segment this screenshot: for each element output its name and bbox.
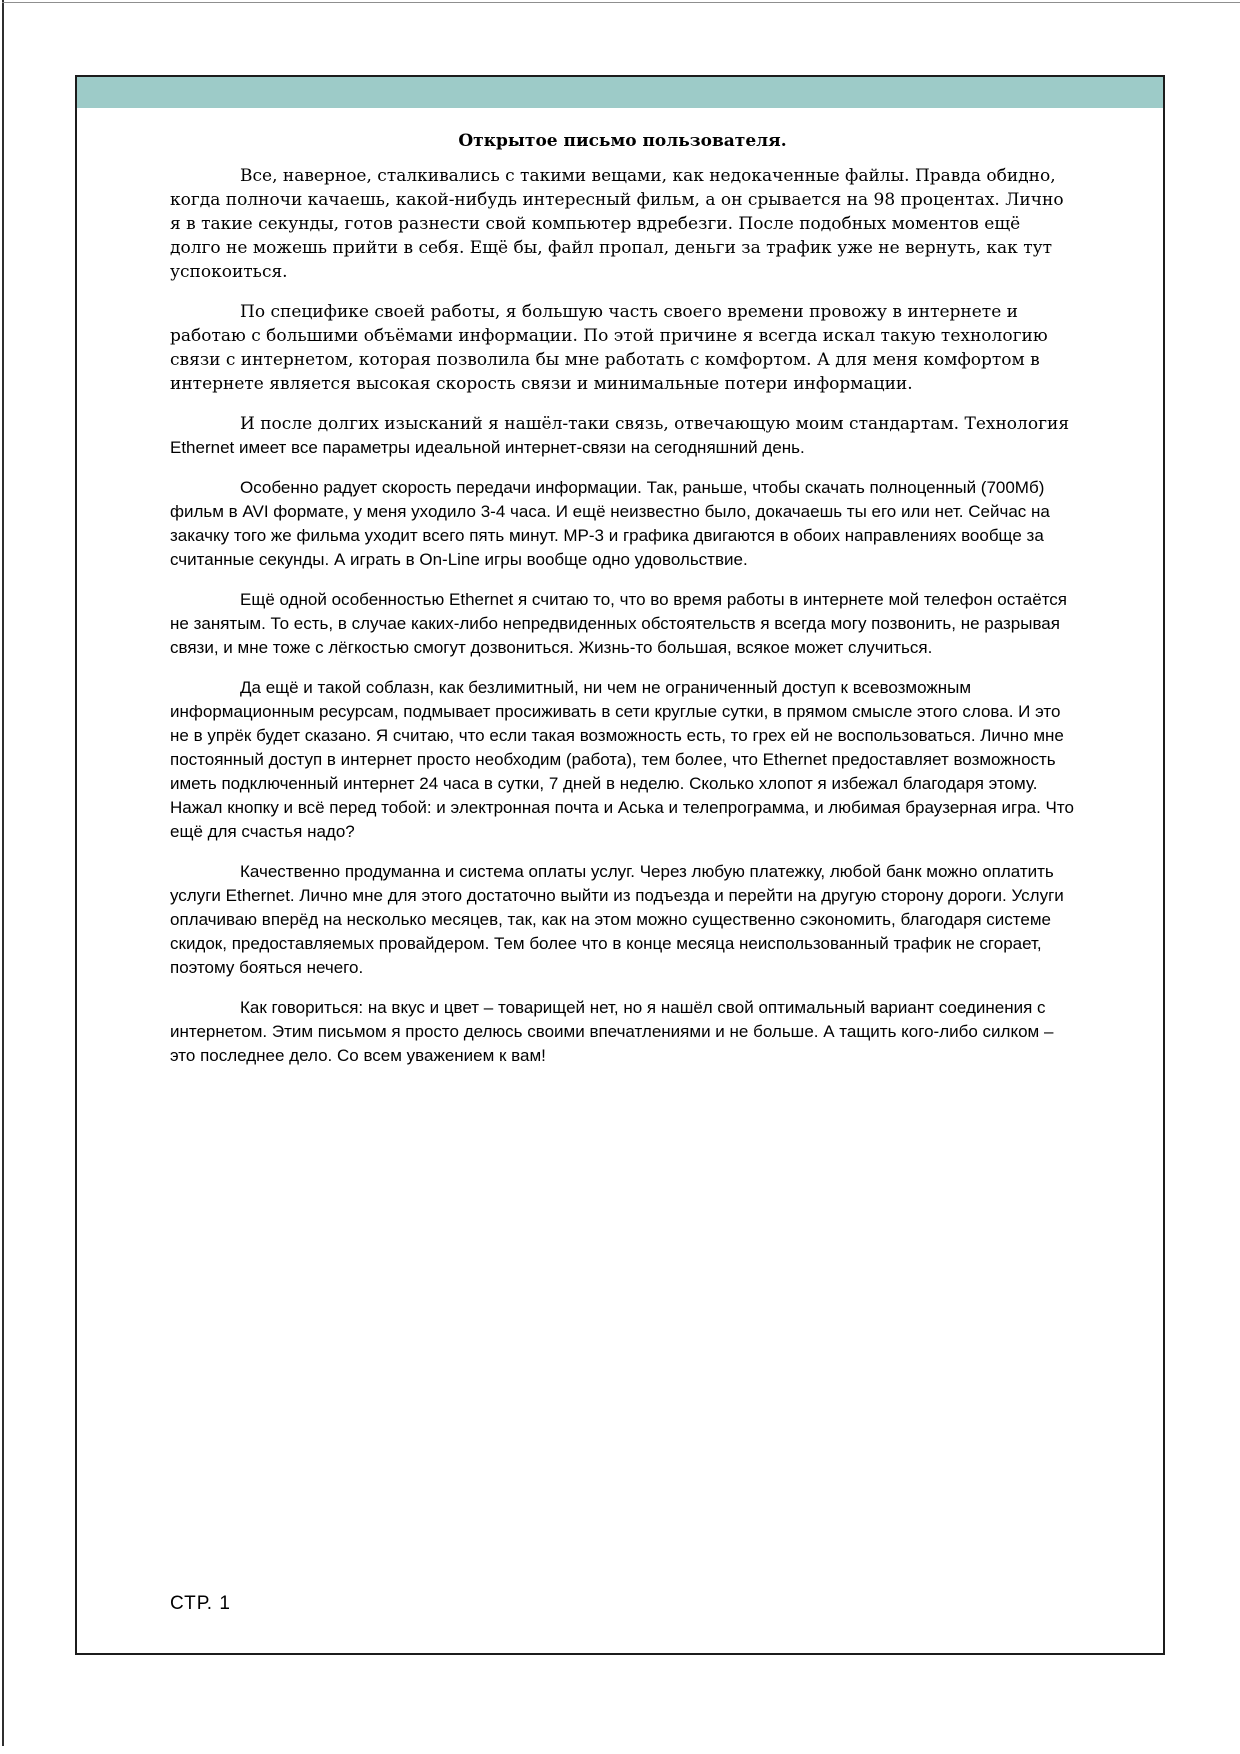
document-page xyxy=(75,75,1165,1655)
paragraph-3-serif-segment: И после долгих изысканий я нашёл-таки связь, отвечающую моим стандартам. Технология xyxy=(240,414,1070,434)
paragraph-1: Все, наверное, сталкивались с такими вещами, как недокаченные файлы. Правда обидно, когда полночи качаешь, какой-нибудь интересный фильм, а он срывается на 98 процентах. Лично я в такие секунды, готов разнести свой компьютер вдребезги. После подобных моментов ещё долго не можешь прийти в себя. Ещё бы, файл пропал, деньги за трафик уже не вернуть, как тут успокоиться. xyxy=(170,166,1064,282)
paragraph-7: Качественно продуманна и система оплаты услуг. Через любую платежку, любой банк можно оплатить услуги Ethernet. Лично мне для этого достаточно выйти из подъезда и перейти на другую сторону дороги. Услуги оплачиваю вперёд на несколько месяцев, так, как на этом можно существенно сэкономить, благодаря системе скидок, предоставляемых провайдером. Тем более что в конце месяца неиспользованный трафик не сгорает, поэтому бояться нечего. xyxy=(170,862,1064,977)
page-title: Открытое письмо пользователя. xyxy=(458,131,787,151)
paragraph-8: Как говориться: на вкус и цвет – товарищей нет, но я нашёл свой оптимальный вариант соединения с интернетом. Этим письмом я просто делюсь своими впечатлениями и не больше. А тащить кого-либо силком – это последнее дело. Со всем уважением к вам! xyxy=(170,998,1054,1065)
paragraph-6: Да ещё и такой соблазн, как безлимитный, ни чем не ограниченный доступ к всевозможным информационным ресурсам, подмывает просиживать в сети круглые сутки, в прямом смысле этого слова. И это не в упрёк будет сказано. Я считаю, что если такая возможность есть, то грех ей не воспользоваться. Лично мне постоянный доступ в интернет просто необходим (работа), тем более, что Ethernet предоставляет возможность иметь подключенный интернет 24 часа в сутки, 7 дней в неделю. Сколько хлопот я избежал благодаря этому. Нажал кнопку и всё перед тобой: и электронная почта и Аська и телепрограмма, и любимая браузерная игра. Что ещё для счастья надо? xyxy=(170,678,1074,841)
paragraph-4: Особенно радует скорость передачи информации. Так, раньше, чтобы скачать полноценный (700Мб) фильм в AVI формате, у меня уходило 3-4 часа. И ещё неизвестно было, докачаешь ты его или нет. Сейчас на закачку того же фильма уходит всего пять минут. МР-3 и графика двигаются в обоих направлениях вообще за считанные секунды. А играть в On-Line игры вообще одно удовольствие. xyxy=(170,478,1050,569)
paragraph-3-sans-segment: Ethernet имеет все параметры идеальной интернет-связи на сегодняшний день. xyxy=(170,438,805,457)
page-border-left xyxy=(2,0,4,1746)
paragraph-2: По специфике своей работы, я большую часть своего времени провожу в интернете и работаю с большими объёмами информации. По этой причине я всегда искал такую технологию связи с интернетом, которая позволила бы мне работать с комфортом. А для меня комфортом в интернете является высокая скорость связи и минимальные потери информации. xyxy=(170,302,1048,394)
letter-body xyxy=(77,108,1163,1068)
header-accent-bar xyxy=(77,77,1163,108)
paragraph-5: Ещё одной особенностью Ethernet я считаю то, что во время работы в интернете мой телефон остаётся не занятым. То есть, в случае каких-либо непредвиденных обстоятельств я всегда могу позвонить, не разрывая связи, и мне тоже с лёгкостью смогут дозвониться. Жизнь-то большая, всякое может случиться. xyxy=(170,590,1067,657)
page-number: СТР. 1 xyxy=(170,1593,231,1614)
paragraph-3 xyxy=(170,412,1075,460)
page-border-top xyxy=(2,2,1240,3)
